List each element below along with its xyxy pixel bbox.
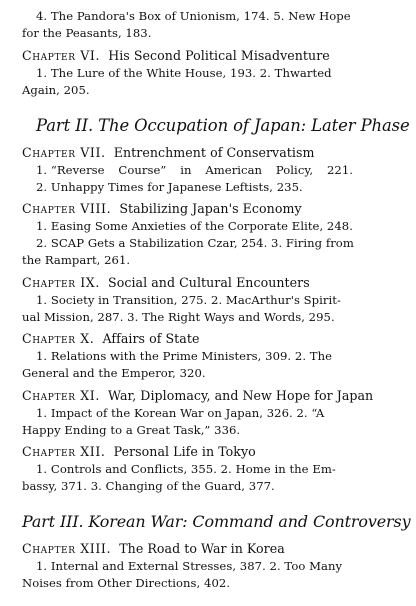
toc-entry-line bbox=[36, 162, 353, 178]
chapter-heading-7 bbox=[22, 145, 314, 161]
toc-entry-line: 1. Internal and External Stresses, 387. 2. Too Many bbox=[36, 559, 343, 573]
chapter-label: Chapter IX. bbox=[22, 275, 100, 290]
chapter-heading-9 bbox=[22, 275, 310, 291]
toc-entry-line: for the Peasants, 183. bbox=[22, 26, 152, 40]
toc-entry-line: 1. The Lure of the White House, 193. 2. Thwarted bbox=[36, 66, 332, 80]
toc-entry-line: 1. Society in Transition, 275. 2. MacArthur's Spirit- bbox=[36, 293, 341, 307]
chapter-heading-13 bbox=[22, 541, 285, 557]
chapter-heading-8 bbox=[22, 201, 302, 217]
part-heading-3: Part III. Korean War: Command and Controversy bbox=[22, 512, 411, 531]
chapter-title: Stabilizing Japan's Economy bbox=[119, 201, 302, 216]
chapter-title: Social and Cultural Encounters bbox=[108, 275, 310, 290]
toc-entry-line: Noises from Other Directions, 402. bbox=[22, 576, 231, 590]
chapter-title: Personal Life in Tokyo bbox=[113, 444, 256, 459]
chapter-title: Affairs of State bbox=[102, 331, 200, 346]
toc-word: 1. “Reverse bbox=[36, 163, 105, 177]
chapter-heading-10 bbox=[22, 331, 199, 347]
chapter-label: Chapter X. bbox=[22, 331, 95, 346]
chapter-label: Chapter VII. bbox=[22, 145, 106, 160]
toc-entry-line: General and the Emperor, 320. bbox=[22, 366, 206, 380]
toc-word: Policy, bbox=[275, 163, 314, 177]
chapter-label: Chapter XII. bbox=[22, 444, 106, 459]
chapter-label: Chapter VIII. bbox=[22, 201, 112, 216]
chapter-heading-11 bbox=[22, 388, 373, 404]
toc-entry-line: 2. Unhappy Times for Japanese Leftists, 235. bbox=[36, 180, 303, 194]
toc-entry-line: 4. The Pandora's Box of Unionism, 174. 5. New Hope bbox=[36, 9, 351, 23]
chapter-title: War, Diplomacy, and New Hope for Japan bbox=[108, 388, 374, 403]
toc-word: 221. bbox=[326, 163, 353, 177]
toc-entry-line: 1. Relations with the Prime Ministers, 309. 2. The bbox=[36, 349, 333, 363]
toc-entry-line: 1. Controls and Conflicts, 355. 2. Home in the Em- bbox=[36, 462, 336, 476]
chapter-label: Chapter XIII. bbox=[22, 541, 112, 556]
toc-entry-line: bassy, 371. 3. Changing of the Guard, 377. bbox=[22, 479, 275, 493]
chapter-heading-12 bbox=[22, 444, 256, 460]
chapter-heading-6 bbox=[22, 48, 330, 64]
chapter-title: Entrenchment of Conservatism bbox=[113, 145, 315, 160]
toc-entry-line: 1. Easing Some Anxieties of the Corporate Elite, 248. bbox=[36, 219, 353, 233]
toc-word: American bbox=[205, 163, 263, 177]
chapter-label: Chapter VI. bbox=[22, 48, 101, 63]
toc-entry-line: the Rampart, 261. bbox=[22, 253, 131, 267]
toc-word: in bbox=[180, 163, 192, 177]
toc-entry-line: Happy Ending to a Great Task,” 336. bbox=[22, 423, 241, 437]
toc-entry-line: 1. Impact of the Korean War on Japan, 326. 2. “A bbox=[36, 406, 325, 420]
chapter-title: His Second Political Misadventure bbox=[108, 48, 330, 63]
chapter-title: The Road to War in Korea bbox=[119, 541, 285, 556]
toc-word: Course” bbox=[118, 163, 167, 177]
toc-entry-line: 2. SCAP Gets a Stabilization Czar, 254. 3. Firing from bbox=[36, 236, 354, 250]
toc-entry-line: ual Mission, 287. 3. The Right Ways and Words, 295. bbox=[22, 310, 335, 324]
part-heading-2: Part II. The Occupation of Japan: Later Phase bbox=[36, 116, 410, 135]
chapter-label: Chapter XI. bbox=[22, 388, 100, 403]
toc-entry-line: Again, 205. bbox=[22, 83, 90, 97]
